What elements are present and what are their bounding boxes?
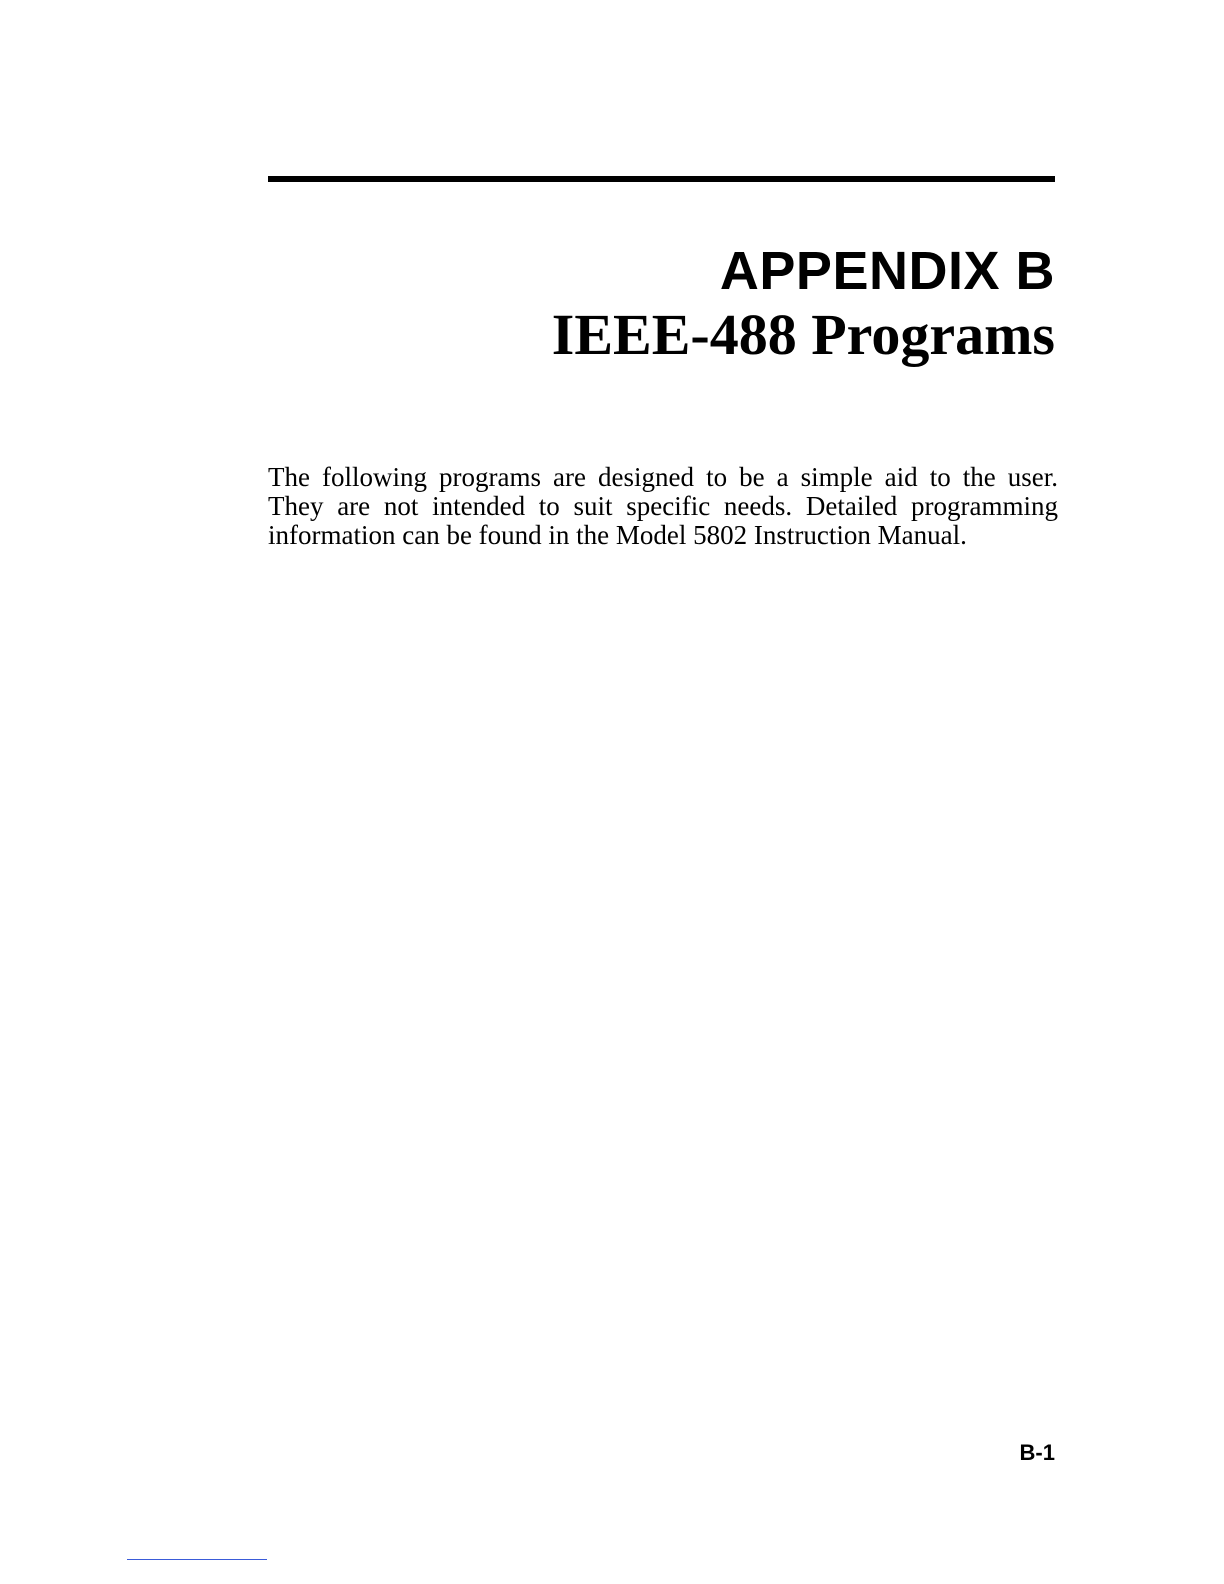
intro-line: The following programs are designed to be a simple aid to the user. <box>268 462 1058 492</box>
footer-mark <box>127 1559 267 1560</box>
intro-paragraph <box>268 463 1058 550</box>
intro-line: They are not intended to suit specific needs. Detailed programming <box>268 491 1058 521</box>
appendix-title: IEEE-488 Programs <box>551 302 1055 367</box>
appendix-heading <box>268 240 1055 368</box>
appendix-label: APPENDIX B <box>719 241 1055 301</box>
top-rule <box>268 176 1055 182</box>
intro-line: information can be found in the Model 5802 Instruction Manual. <box>268 520 967 550</box>
page-number: B-1 <box>1019 1440 1055 1465</box>
